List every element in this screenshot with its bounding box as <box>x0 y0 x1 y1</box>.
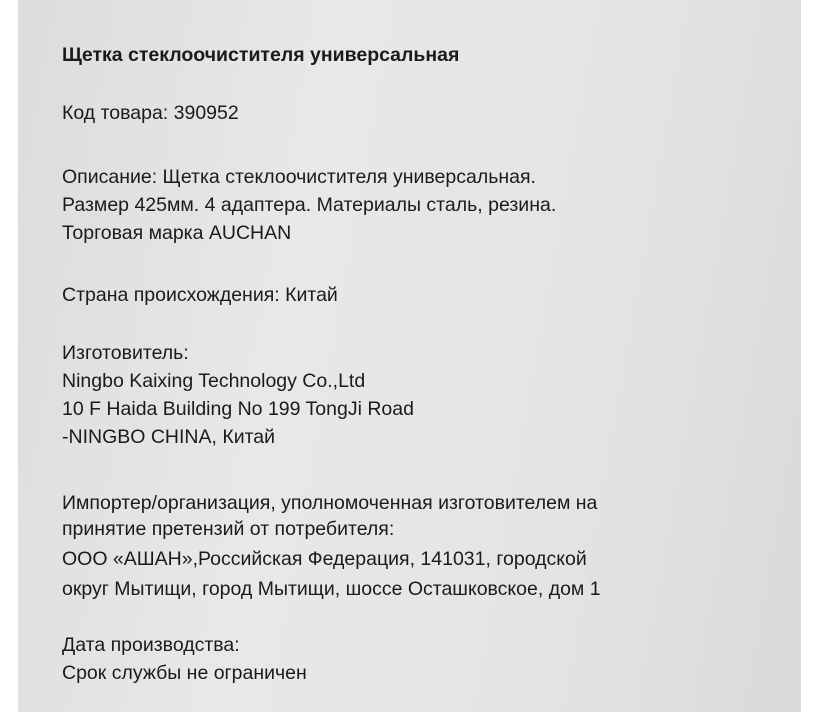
description-line-2: Размер 425мм. 4 адаптера. Материалы сталь, резина. <box>62 194 557 216</box>
manufacturer-city: -NINGBO CHINA, Китай <box>62 426 276 448</box>
manufacturer-name: Ningbo Kaixing Technology Co.,Ltd <box>62 370 366 392</box>
product-title: Щетка стеклоочистителя универсальная <box>62 44 460 66</box>
country-of-origin: Страна происхождения: Китай <box>62 284 338 306</box>
importer-line-4: округ Мытищи, город Мытищи, шоссе Осташковское, дом 1 <box>62 578 601 600</box>
importer-line-2: принятие претензий от потребителя: <box>62 518 395 540</box>
description-line-3: Торговая марка AUCHAN <box>62 222 292 244</box>
product-code: Код товара: 390952 <box>62 102 239 124</box>
description-line-1: Описание: Щетка стеклоочистителя универсальная. <box>62 166 536 188</box>
importer-line-1: Импортер/организация, уполномоченная изготовителем на <box>62 492 598 514</box>
service-life: Срок службы не ограничен <box>62 662 307 684</box>
manufacturer-heading: Изготовитель: <box>62 342 189 364</box>
manufacturer-address: 10 F Haida Building No 199 TongJi Road <box>62 398 414 420</box>
importer-line-3: ООО «АШАН»,Российская Федерация, 141031, городской <box>62 548 587 570</box>
product-label <box>18 0 801 712</box>
production-date: Дата производства: <box>62 634 240 656</box>
